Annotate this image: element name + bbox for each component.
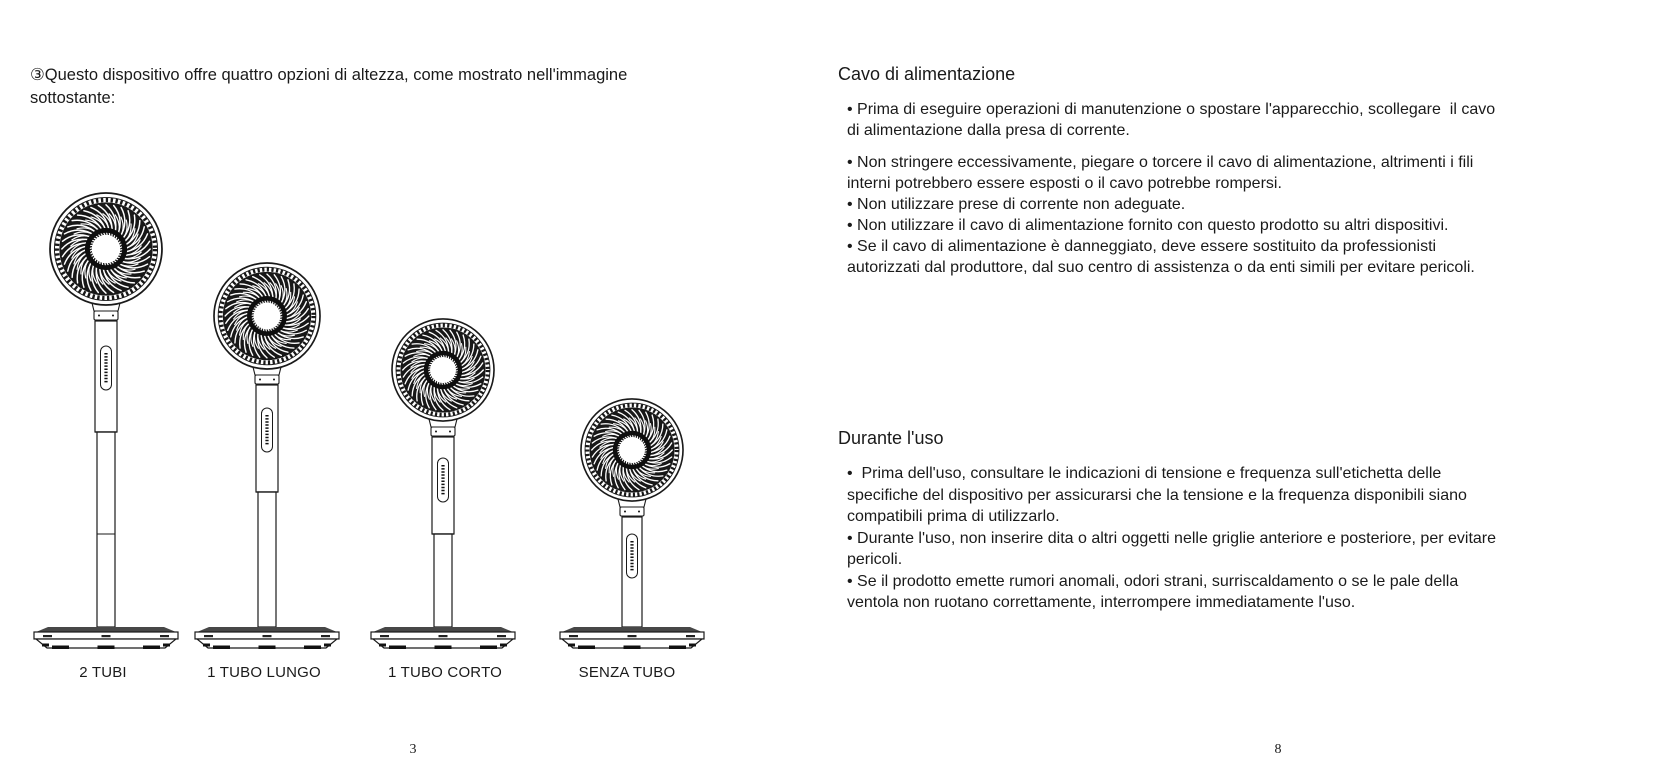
bullet-item: • Prima di eseguire operazioni di manutenzione o spostare l'apparecchio, scollegare il cavo di alimentazione dalla presa di corrente. [847,101,1500,139]
bullet-item: • Prima dell'uso, consultare le indicazioni di tensione e frequenza sull'etichetta delle specifiche del dispositivo per assicurarsi che la tensione e la frequenza disponibili siano compatibili prima di utilizzarlo. [847,465,1472,525]
bullet-item: • Non stringere eccessivamente, piegare o torcere il cavo di alimentazione, altrimenti i fili interni potrebbero essere esposti o il cavo potrebbe rompersi. [847,154,1478,192]
fan-2-tubi-illustration [34,193,178,649]
section-during-use [838,426,1501,614]
fan-option-label-1-tubo-corto: 1 TUBO CORTO [387,664,503,681]
section-power-cord [838,62,1498,278]
fan-option-label-senza-tubo: SENZA TUBO [578,664,676,681]
fan-1-tubo-lungo-illustration [195,263,339,649]
bullet-item: • Durante l'uso, non inserire dita o altri oggetti nelle griglie anteriore e posteriore, per evitare pericoli. [847,529,1501,568]
control-slot [101,346,112,390]
fan-head [50,193,162,305]
fan-base [195,627,339,649]
page-number-left: 3 [409,742,417,757]
fan-senza-tubo-illustration [560,399,704,649]
fan-pole [97,432,115,627]
fan-pole [434,534,452,627]
bullet-item: • Se il cavo di alimentazione è danneggiato, deve essere sostituito da professionisti autorizzati dal produttore, dal suo centro di assistenza o da enti simili per evitare pericoli. [847,238,1475,276]
during-use-bullet-list [838,463,1501,614]
section-heading-during-use: Durante l'uso [838,428,944,448]
fan-base [34,627,178,649]
fan-base [371,627,515,649]
fan-option-label-1-tubo-lungo: 1 TUBO LUNGO [207,664,321,681]
intro-paragraph: ③Questo dispositivo offre quattro opzioni di altezza, come mostrato nell'immagine sottostante: [30,66,632,107]
fan-head [392,319,494,421]
power-cord-bullet-list [838,99,1498,278]
page-number-right: 8 [1274,742,1282,757]
control-slot [262,408,273,452]
bullet-item: • Non utilizzare prese di corrente non adeguate. [847,196,1186,213]
fan-head [214,263,320,369]
fan-height-options-illustration [15,172,735,654]
section-heading-power-cord: Cavo di alimentazione [838,64,1016,84]
fan-base [560,627,704,649]
fan-1-tubo-corto-illustration [371,319,515,649]
bullet-item: • Se il prodotto emette rumori anomali, odori strani, surriscaldamento o se le pale della ventola non ruotano correttamente, interrompere immediatamente l'uso. [847,572,1463,611]
control-slot [438,458,449,502]
fan-pole [258,492,276,627]
fan-head [581,399,683,501]
fan-option-label-2-tubi: 2 TUBI [79,664,127,681]
control-slot [627,534,638,578]
bullet-item: • Non utilizzare il cavo di alimentazione fornito con questo prodotto su altri dispositivi. [847,217,1449,234]
